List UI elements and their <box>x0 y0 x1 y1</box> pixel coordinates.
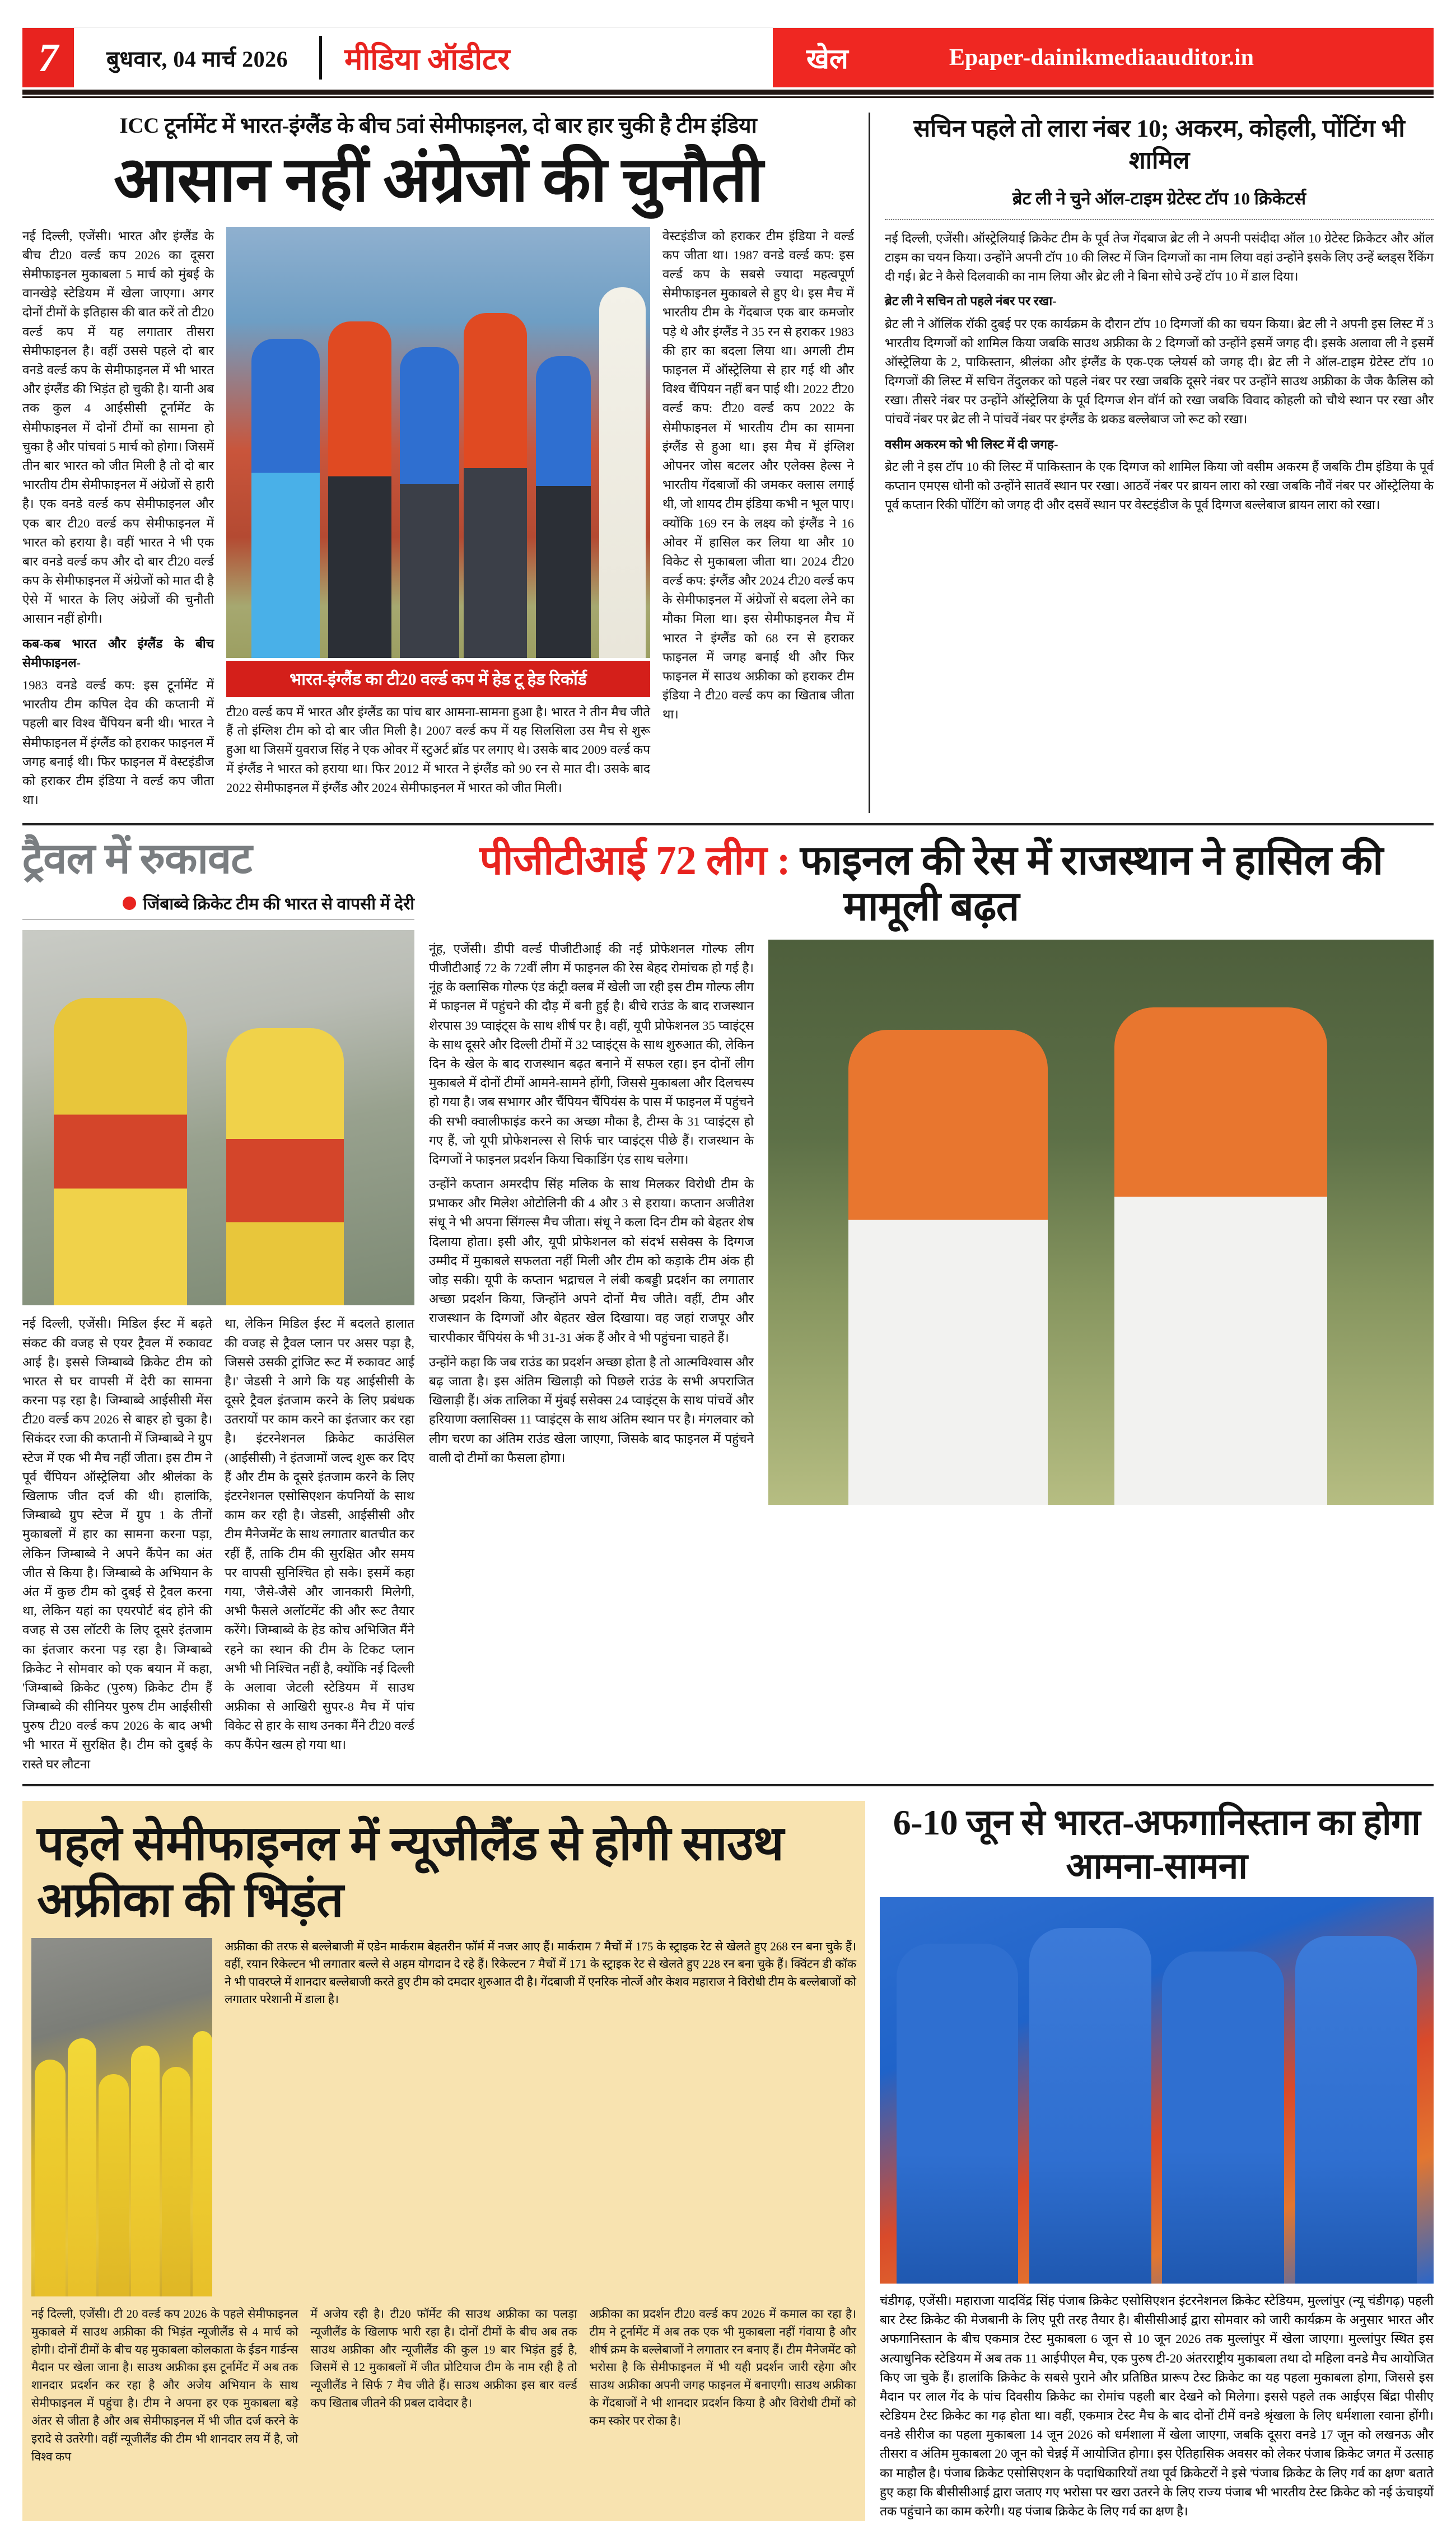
sa-nz-story <box>22 1801 865 2521</box>
ind-afg-photo <box>880 1897 1434 2284</box>
lead-col3-para1: वेस्टइंडीज को हराकर टीम इंडिया ने वर्ल्ड कप जीता था। 1987 वनडे वर्ल्ड कप: इस वर्ल्ड कप के सबसे ज्यादा महत्वपूर्ण सेमीफाइनल मुकाबले से हुए थे। इस मैच में भारतीय टीम के गेंदबाज एक बार कमजोर पड़े थे और इंग्लैंड ने 35 रन से हराकर 1983 की हार का बदला लिया था। अगली टीम फाइनल में ऑस्ट्रेलिया से हार गई थी और विश्व चैंपियन नहीं बन पाई थी। 2022 टी20 वर्ल्ड कप: टी20 वर्ल्ड कप 2022 के सेमीफाइनल में भारतीय टीम का सामना इंग्लैंड से हुआ था। इस मैच में इंग्लिश ओपनर जोस बटलर और एलेक्स हेल्स ने भारतीय गेंदबाजों की जमकर क्लास लगाई थी, जो शायद टीम इंडिया कभी न भूल पाए। क्योंकि 169 रन के लक्ष्य को इंग्लैंड ने 16 ओवर में हासिल कर लिया था और 10 विकेट से मुकाबला जीता था। 2024 टी20 वर्ल्ड कप: इंग्लैंड और 2024 टी20 वर्ल्ड कप के सेमीफाइनल में अंग्रेजों से बदला लेने का मौका मिला था। इस सेमीफाइनल मैच में भारत ने इंग्लैंड को 68 रन से हराकर फाइनल में जगह बनाई थी और फिर फाइनल में साउथ अफ्रीका को हराकर टीम इंडिया ने टी20 वर्ल्ड कप का खिताब जीता था। <box>662 228 854 722</box>
sidebar-subhead-2: ब्रेट ली ने सचिन तो पहले नंबर पर रखा- <box>885 294 1057 309</box>
pgti-headline-black: फाइनल की रेस में राजस्थान ने हासिल की मामूली बढ़त <box>800 838 1383 930</box>
travel-dek: जिंबाब्वे क्रिकेट टीम की भारत से वापसी में देरी <box>143 895 414 914</box>
lead-caption-bar: भारत-इंग्लैंड का टी20 वर्ल्ड कप में हेड टू हेड रिकॉर्ड <box>226 661 650 697</box>
masthead-brand-logo: मीडिया ऑडीटर <box>344 43 510 76</box>
sa-nz-headline: पहले सेमीफाइनल में न्यूजीलैंड से होगी साउथ अफ्रीका की भिड़ंत <box>37 1816 784 1927</box>
masthead-rule <box>22 90 1434 95</box>
masthead-rule-thin <box>22 96 1434 98</box>
travel-headline-text: ट्रैवल में रुकावट <box>22 835 252 883</box>
lead-col1-para1: नई दिल्ली, एजेंसी। भारत और इंग्लैंड के बीच टी20 वर्ल्ड कप 2026 का दूसरा सेमीफाइनल मुकाबला 5 मार्च को मुंबई के वानखेड़े स्टेडियम में खेला जाएगा। अगर दोनों टीमों के इतिहास की बात करें तो टी20 वर्ल्ड कप में यह लगातार तीसरा सेमीफाइनल है। वहीं उससे पहले दो बार वनडे वर्ल्ड कप के सेमीफाइनल में भी भारत और इंग्लैंड की भिड़ंत हो चुकी है। यानी अब तक कुल 4 आईसीसी टूर्नामेंट के सेमीफाइनल में दोनों टीमों का सामना हो चुका है और पांचवां 5 मार्च को होगा। जिसमें तीन बार भारत को जीत मिली है तो दो बार भारतीय टीम सेमीफाइनल में अंग्रेजों से हारी है। एक वनडे वर्ल्ड कप सेमीफाइनल और एक बार टी20 वर्ल्ड कप सेमीफाइनल में भारत को हराया है। वहीं भारत ने भी एक बार वनडे वर्ल्ड कप और दो बार टी20 वर्ल्ड कप के सेमीफाइनल में अंग्रेजों को मात दी है ऐसे में भारत के लिए अंग्रेजों की चुनौती आसान नहीं होगी। <box>22 228 214 626</box>
lead-col1-subhead: कब-कब भारत और इंग्लैंड के बीच सेमीफाइनल- <box>22 636 214 670</box>
bullet-dot-icon <box>123 897 136 910</box>
sa-nz-column-3: अफ्रीका का प्रदर्शन टी20 वर्ल्ड कप 2026 में कमाल का रहा है। टीम ने टूर्नामेंट में अब तक एक भी मुकाबला नहीं गंवाया है और शीर्ष क्रम के बल्लेबाजों ने लगातार रन बनाए हैं। टीम मैनेजमेंट को भरोसा है कि सेमीफाइनल में भी यही प्रदर्शन जारी रहेगा और साउथ अफ्रीका अपनी जगह फाइनल में बनाएगी। साउथ अफ्रीका के गेंदबाजों ने भी शानदार प्रदर्शन किया है और विरोधी टीमों को कम स्कोर पर रोका है। <box>589 2307 856 2428</box>
lead-column-1 <box>22 227 214 814</box>
lead-columns <box>22 227 854 814</box>
sa-nz-photo-row <box>31 1938 856 2296</box>
pgti-photo <box>768 940 1434 1505</box>
sidebar-para3: ब्रेट ली ने इस टॉप 10 की लिस्ट में पाकिस्तान के एक दिग्गज को शामिल किया जो वसीम अकरम हैं जबकि टीम इंडिया के पूर्व कप्तान एमएस धोनी को उन्होंने सातवें स्थान पर रखा। आठवें नंबर पर ब्रायन लारा को रखा जबकि नौवें नंबर पर ऑस्ट्रेलिया के पूर्व कप्तान रिकी पोंटिंग को जगह दी और दसवें स्थान पर वेस्टइंडीज के पूर्व दिग्गज बल्लेबाज ब्रायन लारा को रखा। <box>885 459 1434 512</box>
travel-column-2: था, लेकिन मिडिल ईस्ट में बदलते हालात की वजह से ट्रैवल प्लान पर असर पड़ा है, जिससे उसकी ट्रांजिट रूट में रुकावट आई है।' जेडसी ने आगे कि यह आईसीसी के दूसरे ट्रैवल इंतजाम करने के लिए प्रबंधक उतरायों पर काम करने का इंतजार कर रहा है। इंटरनेशनल क्रिकेट काउंसिल (आईसीसी) ने इंतजामों जल्द शुरू कर दिए हैं और टीम के दूसरे इंतजाम करने के लिए इंटरनेशनल एसोसिएशन कंपनियों के साथ काम कर रही है। जेडसी, आईसीसी और टीम मैनेजमेंट के साथ लगातार बातचीत कर रहीं हैं, ताकि टीम की सुरक्षित और समय पर वापसी सुनिश्चित हो सके। इसमें कहा गया, 'जैसे-जैसे और जानकारी मिलेगी, अभी फैसले अलॉटमेंट की और रूट तैयार करेंगे। जिम्बाब्वे के हेड कोच अभिजित मैंने रहने का स्थान की टीम के टिकट प्लान अभी भी निश्चित नहीं है, क्योंकि नई दिल्ली के अलावा जेटली स्टेडियम में साउथ अफ्रीका से आखिरी सुपर-8 मैच में पांच विकेट से हार के साथ उनका मैंने टी20 वर्ल्ड कप कैंपेन खत्म हो गया था। <box>225 1316 414 1752</box>
travel-story <box>22 835 414 1774</box>
column-separator <box>869 113 870 813</box>
pgti-column-1: नूंह, एजेंसी। डीपी वर्ल्ड पीजीटीआई की नई प्रोफेशनल गोल्फ लीग पीजीटीआई 72 के 72वीं लीग में फाइनल की रेस बेहद रोमांचक हो गई है। नूंह के क्लासिक गोल्फ एंड कंट्री क्लब में खेली जा रही इस टीम गोल्फ लीग में फाइनल में पहुंचने की दौड़ में बनी हुई है। बीचे राउंड के बाद राजस्थान शेरपास 39 प्वाइंट्स के साथ शीर्ष पर है। वहीं, यूपी प्रोफेशनल 35 प्वाइंट्स के साथ दूसरे और दिल्ली टीमों में 32 प्वाइंट्स के साथ शुरुआत की, लेकिन दिन के खेल के बाद राजस्थान बढ़त बनाने में सफल रहा। इन दोनों लीग मुकाबले में दोनों टीमों आमने-सामने होंगी, जिससे मुकाबला और दिलचस्प हो गया है। जब सभागर और चैंपियन चैंपियंस के पास में फाइनल में पहुंचने की सभी क्वालीफाइंड करने का अच्छा मौका है, टीम्स के 31 प्वाइंट्स हो गए हैं, जो यूपी प्रोफेशनल्स से सिर्फ चार प्वाइंट्स पीछे हैं। राजस्थान के दिग्गजों ने फाइनल प्रदर्शन किया चिकाडिंग एंड साथ चलेगा। <box>429 941 754 1166</box>
middle-band <box>22 835 1434 1774</box>
sa-nz-photo <box>31 1938 212 2296</box>
pgti-headline-red: पीजीटीआई 72 लीग : <box>479 838 790 884</box>
lead-story <box>22 113 854 813</box>
lead-caption-text: टी20 वर्ल्ड कप में भारत और इंग्लैंड का पांच बार आमना-सामना हुआ है। भारत ने तीन मैच जीते हैं तो इंग्लिश टीम को दो बार जीत मिली है। 2007 वर्ल्ड कप में यह सिलसिला उस मैच से शुरू हुआ था जिसमें युवराज सिंह ने एक ओवर में स्टुअर्ट ब्रॉड पर लगाए थे। उसके बाद 2009 वर्ल्ड कप में इंग्लैंड ने भारत को हराया था। फिर 2012 में भारत ने इंग्लैंड को 90 रन से मात दी। उसके बाद 2022 सेमीफाइनल में इंग्लैंड और 2024 सेमीफाइनल में भारत को जीत मिली। <box>226 704 650 795</box>
sidebar-body <box>885 229 1434 515</box>
sidebar-para1: नई दिल्ली, एजेंसी। ऑस्ट्रेलियाई क्रिकेट टीम के पूर्व तेज गेंदबाज ब्रेट ली ने अपनी पसंदीदा ऑल 10 ग्रेटेस्ट क्रिकेटर और ऑल टाइम का चयन किया। उन्होंने अपनी टॉप 10 की लिस्ट में जिन दिग्गजों का नाम लिया वहां उन्होंने इसके लिए उन्हें ब्लड्स रैंकिंग दी गई। ब्रेट ने कैसे दिलवाकी का नाम लिया और ब्रेट ली ने बिना सोचे उन्हें टॉप 10 में डाल दिया। <box>885 231 1434 284</box>
ind-afg-headline: 6-10 जून से भारत-अफगानिस्तान का होगा आमना-सामना <box>893 1802 1421 1886</box>
band-divider-1 <box>22 823 1434 825</box>
pgti-text-block <box>429 940 754 1505</box>
travel-columns <box>22 1314 414 1774</box>
pgti-headline <box>429 838 1434 930</box>
sidebar-headline: सचिन पहले तो लारा नंबर 10; अकरम, कोहली, पोंटिंग भी शामिल <box>913 115 1405 175</box>
pgti-story <box>429 838 1434 1774</box>
travel-headline <box>22 835 414 883</box>
sidebar-story <box>885 113 1434 813</box>
page-number-badge: 7 <box>22 28 74 87</box>
sa-nz-column-2: में अजेय रही है। टी20 फॉर्मेट की साउथ अफ्रीका का पलड़ा न्यूजीलैंड के खिलाफ भारी रहा है। दोनों टीमों के बीच अब तक साउथ अफ्रीका और न्यूजीलैंड की कुल 19 बार भिड़ंत हुई है, जिसमें से 12 मुकाबलों में जीत प्रोटियाज टीम के नाम रही है तो न्यूजीलैंड ने सिर्फ 7 मैच जीते हैं। साउथ अफ्रीका इस बार वर्ल्ड कप खिताब जीतने की प्रबल दावेदार है। <box>310 2307 577 2410</box>
masthead-date: बुधवार, 04 मार्च 2026 <box>106 46 288 72</box>
sa-nz-column-1: नई दिल्ली, एजेंसी। टी 20 वर्ल्ड कप 2026 के पहले सेमीफाइनल मुकाबले में साउथ अफ्रीका की भिड़ंत न्यूजीलैंड से 4 मार्च को होगी। दोनों टीमों के बीच यह मुकाबला कोलकाता के ईडन गार्डन्स मैदान पर खेला जाना है। साउथ अफ्रीका इस टूर्नामेंट में अब तक शानदार प्रदर्शन कर रहा है और अजेय अभियान के साथ सेमीफाइनल में पहुंचा है। टीम ने अपना हर एक मुकाबला बड़े अंतर से जीता है और अब सेमीफाइनल में भी जीत दर्ज करने के इरादे से उतरेगी। वहीं न्यूजीलैंड की टीम भी शानदार लय में है, जो विश्व कप <box>31 2307 298 2464</box>
lead-col1-para2: 1983 वनडे वर्ल्ड कप: इस टूर्नामेंट में भारतीय टीम कपिल देव की कप्तानी में पहली बार विश्व चैंपियन बनी थी। भारत ने सेमीफाइनल में इंग्लैंड को हराकर फाइनल में जगह बनाई थी। फिर फाइनल में वेस्टइंडीज को हराकर टीम इंडिया ने वर्ल्ड कप जीता था। <box>22 678 214 807</box>
ind-afg-body: चंडीगढ़, एजेंसी। महाराजा यादविंद्र सिंह पंजाब क्रिकेट एसोसिएशन इंटरनेशनल क्रिकेट स्टेडियम, मुल्लांपुर (न्यू चंडीगढ़) पहली बार टेस्ट क्रिकेट की मेजबानी के लिए पूरी तरह तैयार है। बीसीसीआई द्वारा सोमवार को जारी कार्यक्रम के अनुसार भारत और अफगानिस्तान के बीच एकमात्र टेस्ट मुकाबला 6 जून से 10 जून 2026 तक मुल्लांपुर में खेला जाएगा। मुल्लांपुर स्थित इस अत्याधुनिक स्टेडियम में अब तक 11 आईपीएल मैच, एक पुरुष टी-20 अंतरराष्ट्रीय मुकाबला तथा दो महिला वनडे मैच आयोजित किए जा चुके हैं। हालांकि क्रिकेट के सबसे पुराने और प्रतिष्ठित प्रारूप टेस्ट क्रिकेट का यह पहला मुकाबला होगा, जिससे इस मैदान पर लाल गेंद के पांच दिवसीय क्रिकेट का रोमांच पहली बार देखने को मिलेगा। इससे पहले तक आईएस बिंद्रा पीसीए स्टेडियम टेस्ट क्रिकेट का गढ़ होता था। वहीं, एकमात्र टेस्ट मैच के बाद दोनों टीमें वनडे श्रृंखला के लिए धर्मशाला रवाना होंगी। वनडे सीरीज का पहला मुकाबला 14 जून 2026 को धर्मशाला में खेला जाएगा, जबकि दूसरा वनडे 17 जून को लखनऊ और तीसरा व अंतिम मुकाबला 20 जून को चेन्नई में आयोजित होगा। इस ऐतिहासिक अवसर को लेकर पंजाब क्रिकेट जगत में उत्साह का माहौल है। पंजाब क्रिकेट एसोसिएशन के पदाधिकारियों तथा पूर्व क्रिकेटरों ने इसे 'पंजाब क्रिकेट के लिए गर्व का क्षण' बताते हुए कहा कि बीसीसीआई द्वारा जताए गए भरोसा पर खरा उतरने के लिए राज्य पंजाब भी भारतीय टेस्ट क्रिकेट को नई ऊंचाइयों तक पहुंचाने का काम करेगी। यह पंजाब क्रिकेट के लिए गर्व का क्षण है। <box>880 2293 1434 2519</box>
travel-photo <box>22 930 414 1305</box>
lead-headline: आसान नहीं अंग्रेजों की चुनौती <box>114 145 763 215</box>
sidebar-para2: ब्रेट ली ने ऑलिंक रॉकी दुबई पर एक कार्यक्रम के दौरान टॉप 10 दिग्गजों की का चयन किया। ब्रेट ली ने अपनी इस लिस्ट में 3 भारतीय दिग्गजों को शामिल किया जबकि साउथ अफ्रीका के 2 दिग्गजों को उन्होंने इसमें जगह दी। इसके अलावा ली ने इसमें ऑस्ट्रेलिया के 2, पाकिस्तान, श्रीलंका और इंग्लैंड के एक-एक प्लेयर्स को जगह दी। ब्रेट ली ने ऑल-टाइम ग्रेटेस्ट टॉप 10 दिग्गजों की लिस्ट में सचिन तेंदुलकर को पहले नंबर पर रखा जबकि दूसरे नंबर पर उन्होंने साउथ अफ्रीका के जैक कैलिस को रखा। तीसरे नंबर पर उन्होंने ऑस्ट्रेलिया के पूर्व दिग्गज शेन वॉर्न को रखा जबकि विवाद कोहली को चौथे स्थान पर रखा और पांचवें नंबर पर ब्रेट ली ने पांचवें नंबर पर इंग्लैंड के थ्रकड बल्लेबाज जो रूट को रखा। <box>885 316 1434 427</box>
lead-kicker: ICC टूर्नामेंट में भारत-इंग्लैंड के बीच 5वां सेमीफाइनल, दो बार हार चुकी है टीम इंडिया <box>119 114 757 138</box>
lead-column-3 <box>662 227 854 814</box>
sidebar-subhead: ब्रेट ली ने चुने ऑल-टाइम ग्रेटेस्ट टॉप 10 क्रिकेटर्स <box>885 186 1434 220</box>
masthead <box>22 27 1434 87</box>
masthead-section-bar <box>773 28 1434 87</box>
masthead-spacer <box>532 28 773 87</box>
lead-photo <box>226 227 650 658</box>
pgti-photo-wrap <box>768 940 1434 1505</box>
pgti-column-3: उन्होंने कहा कि जब राउंड का प्रदर्शन अच्छा होता है तो आत्मविश्वास और बढ़ जाता है। इस अंतिम खिलाड़ी को पिछले राउंड के सभी अपराजित खिलाड़ी हैं। अंक तालिका में मुंबई ससेक्स 24 प्वाइंट्स के साथ पांचवें और हरियाणा क्लासिक्स 11 प्वाइंट्स के साथ अंतिम स्थान पर है। मंगलवार को लीग चरण का अंतिम राउंड खेला जाएगा, जिसके बाद फाइनल में पहुंचने वाली दो टीमों का फैसला होगा। <box>429 1355 754 1465</box>
sa-nz-side-text: अफ्रीका की तरफ से बल्लेबाजी में एडेन मार्कराम बेहतरीन फॉर्म में नजर आए हैं। मार्कराम 7 मैचों में 175 के स्ट्राइक रेट से खेलते हुए 268 रन बना चुके हैं। वहीं, रयान रिकेल्टन भी लगातार बल्ले से अहम योगदान दे रहे हैं। रिकेल्टन 7 मैचों में 171 के स्ट्राइक रेट से खेलते हुए 228 रन बना चुके हैं। क्विंटन डी कॉक ने भी पावरप्ले में शानदार बल्लेबाजी करते हुए टीम को दमदार शुरुआत दी है। गेंदबाजी में एनरिक नोर्त्जे और केशव महाराज ने विरोधी टीम के बल्लेबाजों को लगातार परेशानी में डाला है। <box>225 1939 856 2006</box>
travel-dek-row <box>22 891 414 920</box>
pgti-column-2: उन्होंने कप्तान अमरदीप सिंह मलिक के साथ मिलकर विरोधी टीम के प्रभाकर और मिलेश ओटोलिनी की 4 और 3 से हराया। कप्तान अजीतेश संधू ने भी अपना सिंगल्स मैच जीता। संधू ने कला दिन टीम को बेहतर शेष दिलाया होता। इसी और, यूपी प्रोफेशनल को संदर्भ ससेक्स के दिग्गज उम्मीद में मुकाबले सफलता नहीं मिली और टीम को कड़ाके टीम अंक ही जोड़ सकी। यूपी के कप्तान भद्राचल ने लंबी कबड्डी प्रदर्शन का लगातार अच्छा प्रदर्शन किया, जिन्होंने अपने दोनों मैच जीते। वहीं, टीम और राजस्थान के दिग्गजों और बेहतर खेल दिखाया। वह जहां राजपूर और चारपीकार चैंपियंस के भी 31-31 अंक हैं और वे भी पहुंचना चाहते हैं। <box>429 1177 754 1344</box>
epaper-url[interactable]: Epaper-dainikmediaauditor.in <box>949 45 1254 71</box>
band-divider-2 <box>22 1784 1434 1786</box>
sa-nz-columns <box>31 2305 856 2466</box>
sidebar-subhead-3: वसीम अकरम को भी लिस्ट में दी जगह- <box>885 437 1058 451</box>
section-title: खेल <box>806 43 848 74</box>
bottom-band <box>22 1801 1434 2521</box>
newspaper-page <box>0 27 1456 2519</box>
top-band <box>22 113 1434 813</box>
ind-afg-story <box>880 1801 1434 2521</box>
pgti-columns <box>429 940 1434 1505</box>
lead-photo-column <box>226 227 650 814</box>
travel-column-1: नई दिल्ली, एजेंसी। मिडिल ईस्ट में बढ़ते संकट की वजह से एयर ट्रैवल में रुकावट आई है। इससे जिम्बाब्वे क्रिकेट टीम को भारत से घर वापसी में देरी का सामना करना पड़ रहा है। जिम्बाब्वे आईसीसी मेंस टी20 वर्ल्ड कप 2026 से बाहर हो चुका है। सिकंदर रजा की कप्तानी में जिम्बाब्वे ने ग्रुप स्टेज में एक भी मैच नहीं जीता। इस टीम ने पूर्व चैंपियन ऑस्ट्रेलिया और श्रीलंका के खिलाफ जीत दर्ज की थी। हालांकि, जिम्बाब्वे ग्रुप स्टेज में ग्रुप 1 के तीनों मुकाबलों में हार का सामना करना पड़ा, लेकिन जिम्बाब्वे ने अपने कैंपेन का अंत जीत से किया है। जिम्बाब्वे के अभियान के अंत में कुछ टीम को दुबई से ट्रैवल करना था, लेकिन यहां का एयरपोर्ट बंद होने की वजह से उस लॉटरी के लिए दूसरे इंतजाम का इंतजार करना पड़ रहा है। जिम्बाब्वे क्रिकेट ने सोमवार को एक बयान में कहा, 'जिम्बाब्वे क्रिकेट (पुरुष) क्रिकेट टीम हैं जिम्बाब्वे की सीनियर पुरुष टीम आईसीसी पुरुष टी20 वर्ल्ड कप 2026 के बाद अभी भी भारत में सुरक्षित है। टीम को दुबई के रास्ते घर लौटना <box>22 1316 212 1771</box>
